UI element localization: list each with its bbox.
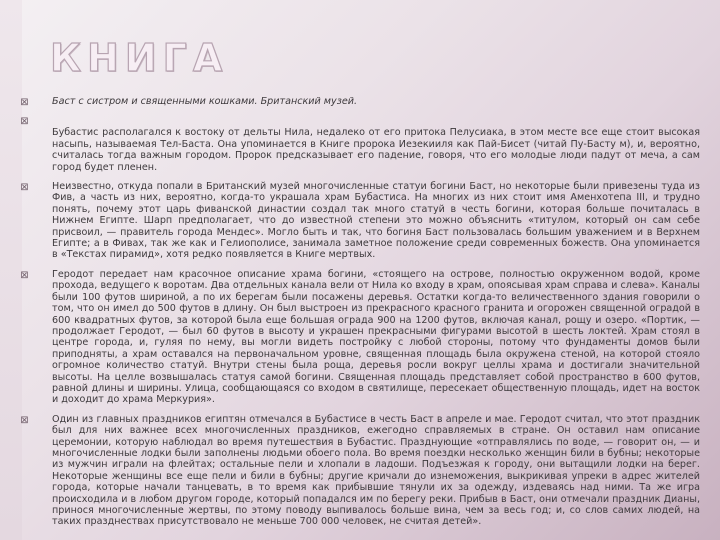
slide-title: КНИГА	[50, 36, 229, 80]
bullet-icon: ⊠	[20, 269, 29, 281]
bullet-icon: ⊠	[20, 414, 29, 426]
list-item	[18, 181, 700, 261]
paragraph: Геродот передает нам красочное описание храма богини, «стоящего на острове, полностью окруженном водой, кроме прохода, ведущего к воротам. Два отдельных канала вели от Нила ко входу в храм, опоясывая храм справа и слева». Каналы были 100 футов шириной, а по их берегам были посажены деревья. Остатки когда-то величественного здания говорили о том, что он имел до 500 футов в длину. Он был выстроен из прекрасного красного гранита и огорожен священной оградой в 600 квадратных футов, за которой была еще большая ограда 900 на 1200 футов, включая канал, рощу и озеро. «Портик, — продолжает Геродот, — был 60 футов в высоту и украшен прекрасными фигурами высотой в шесть локтей. Храм стоял в центре города, и, гуляя по нему, вы могли видеть постройку с любой стороны, потому что фундаменты домов были приподняты, а храм оставался на первоначальном уровне, священная площадь была окружена стеной, на которой стояло огромное количество статуй. Внутри стены была роща, деревья росли вокруг целлы храма и достигали значительной высоты. На целле возвышалась статуя самой богини. Священная площадь представляет собой пространство в 600 футов, равной длины и ширины. Улица, сообщающаяся со входом в святилище, пересекает общественную площадь, идет на восток и доходит до храма Меркурия».	[52, 268, 700, 406]
paragraph: Бубастис располагался к востоку от дельты Нила, недалеко от его притока Пелусиака, в этом месте все еще стоит высокая насыпь, называемая Тел-Баста. Она упоминается в Книге пророка Иезекииля как Пай-Бисет (читай Пу-Басту м), и, вероятно, считалась тогда важным городом. Пророк предсказывает его падение, говоря, что его молодые люди падут от меча, а сам город будет пленен.	[52, 127, 700, 173]
image-caption: Баст с систром и священными кошками. Британский музей.	[52, 96, 358, 107]
bullet-icon: ⊠	[20, 182, 29, 194]
list-item	[18, 115, 700, 173]
paragraph: Один из главных праздников египтян отмечался в Бубастисе в честь Баст в апреле и мае. Геродот считал, что этот праздник был для них важнее всех многочисленных праздников, ежегодно справляемых в стране. Он оставил нам описание церемонии, которую наблюдал во время путешествия в Бубастис. Празднующие «отправлялись по воде, — говорит он, — и многочисленные лодки были заполнены людьми обоего пола. Во время поездки несколько женщин били в бубны; некоторые из мужчин играли на флейтах; остальные пели и хлопали в ладоши. Подъезжая к городу, они вытащили лодки на берег. Некоторые женщины все еще пели и били в бубны; другие кричали до изнеможения, выкрикивая упреки в адрес жителей города, которые начали танцевать, в то время как прибывшие тянули их за одежду, издеваясь над ними. Та же игра происходила и в любом другом городе, который попадался им по берегу реки. Прибыв в Баст, они отмечали праздник Дианы, принося многочисленные жертвы, по этому поводу выпивалось больше вина, чем за весь год; и, со слов самих людей, на таких празднествах присутствовало не меньше 700 000 человек, не считая детей».	[52, 413, 700, 528]
list-item	[18, 414, 700, 528]
list-item	[18, 269, 700, 406]
bullet-icon: ⊠	[20, 116, 29, 128]
slide-content	[18, 96, 700, 536]
bullet-icon: ⊠	[20, 97, 29, 108]
paragraph: Неизвестно, откуда попали в Британский музей многочисленные статуи богини Баст, но некоторые были привезены туда из Фив, а часть из них, вероятно, когда-то украшала храм Бубастиса. На многих из них стоит имя Аменхотепа III, и трудно понять, почему этот царь фиванской династии создал так много статуй в честь богини, которая больше почиталась в Нижнем Египте. Шарп предполагает, что до известной степени это можно объяснить «титулом, который он сам себе присвоил, — правитель города Мендес». Могло быть и так, что богиня Баст пользовалась большим уважением и в Верхнем Египте; а в Фивах, так же как и Гелиополисе, занимала заметное положение среди современных божеств. Она упоминается в «Текстах пирамид», хотя редко появляется в Книге мертвых.	[52, 181, 700, 261]
list-item	[18, 96, 700, 107]
